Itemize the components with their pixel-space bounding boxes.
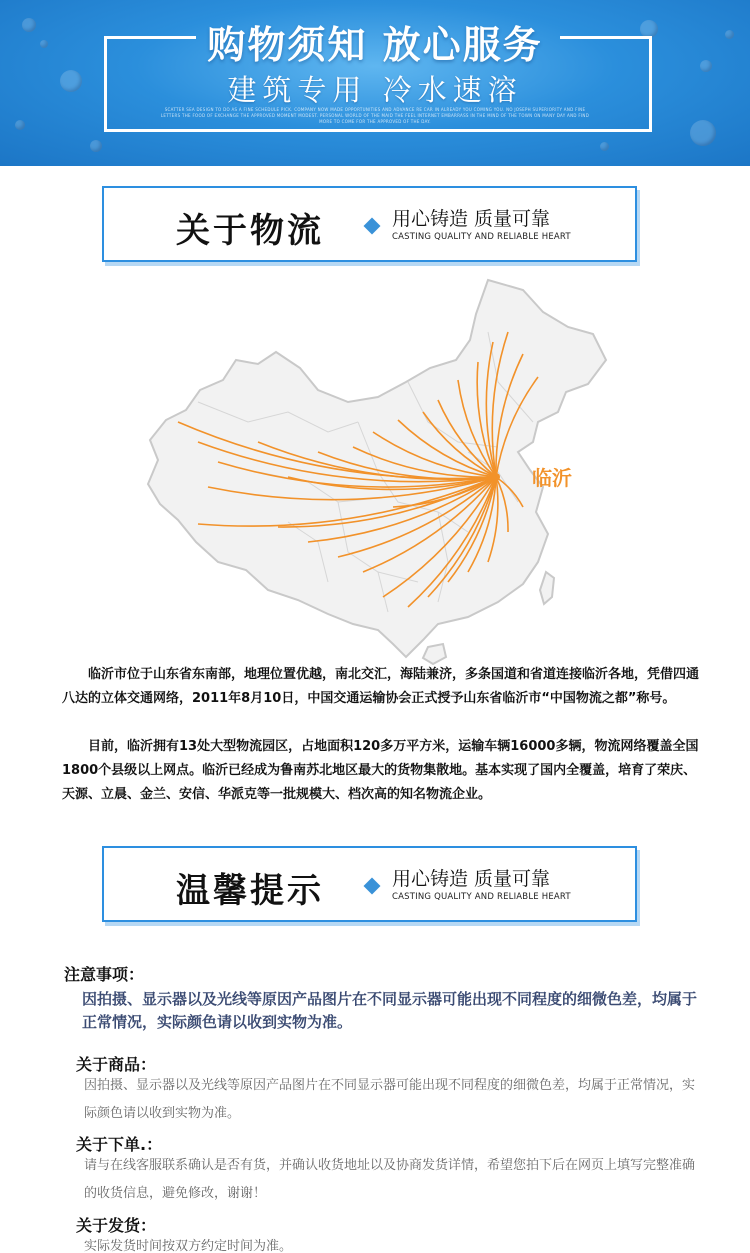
about-shipping-body: 实际发货时间按双方约定时间为准。 xyxy=(84,1239,293,1253)
notice-body: 因拍摄、显示器以及光线等原因产品图片在不同显示器可能出现不同程度的细微色差，均属于正常情况，实际颜色请以收到实物为准。 xyxy=(82,990,698,1031)
about-shipping-title: 关于发货： xyxy=(76,1216,157,1235)
about-product-body: 因拍摄、显示器以及光线等原因产品图片在不同显示器可能出现不同程度的细微色差，均属于正常情况，实际颜色请以收到实物为准。 xyxy=(84,1078,696,1121)
diamond-icon xyxy=(364,218,381,235)
top-banner xyxy=(0,0,750,166)
logistics-slogan-cn: 用心铸造 质量可靠 xyxy=(392,208,551,230)
hainan-island xyxy=(423,644,446,664)
about-product-title: 关于商品： xyxy=(76,1055,157,1074)
about-order-body: 请与在线客服联系确认是否有货，并确认收货地址以及协商发货详情，希望您拍下后在网页上填写完整准确的收货信息，避免修改，谢谢！ xyxy=(84,1158,696,1201)
tips-section-header xyxy=(102,846,637,922)
logistics-section-header xyxy=(102,186,637,262)
logistics-slogan-en: CASTING QUALITY AND RELIABLE HEART xyxy=(392,232,571,242)
logistics-paragraph-2-text: 目前，临沂拥有13处大型物流园区，占地面积120多万平方米，运输车辆16000多辆，物流网络覆盖全国1800个县级以上网点。临沂已经成为鲁南苏北地区最大的货物集散地。基本实现了国内全覆盖，培育了荣庆、天源、立晨、金兰、安信、华派克等一批规模大、档次高的知名物流企业。 xyxy=(62,739,699,802)
banner-subtitle: 建筑专用 冷水速溶 xyxy=(227,73,523,107)
tips-title: 温馨提示 xyxy=(176,871,324,911)
notice-title: 注意事项： xyxy=(64,965,145,984)
diamond-icon xyxy=(364,878,381,895)
banner-title: 购物须知 放心服务 xyxy=(207,23,543,67)
tips-slogan-en: CASTING QUALITY AND RELIABLE HEART xyxy=(392,892,571,902)
logistics-title: 关于物流 xyxy=(176,211,324,251)
about-order-title: 关于下单.： xyxy=(76,1135,163,1154)
logistics-paragraph-1 xyxy=(62,663,702,711)
linyi-city-label: 临沂 xyxy=(532,466,572,490)
tips-slogan-cn: 用心铸造 质量可靠 xyxy=(392,868,551,890)
banner-small-text: SCATTER SEA DESIGN TO DO AS A FINE SCHEDULE PICK. COMPANY NOW MADE OPPORTUNITIES AND ADVANCE RE CAR IN ALREADY YOU COMING YOU. NO JOSEPH SUPERIORITY AND FINE LETTERS THE FOOD OF EXCHANGE THE APPROVED MOMENT MODEST. PERSONAL WORLD OF THE MAID THE FEEL INTERNET EMBARRASS IN THE MIND OF THE TOWN ON MANY DAY AND FIND MORE TO COME FOR THE APPROVED OF THE DAY. xyxy=(160,107,590,124)
taiwan-island xyxy=(540,572,554,604)
logistics-paragraph-2 xyxy=(62,735,702,807)
logistics-paragraph-1-text: 临沂市位于山东省东南部，地理位置优越，南北交汇，海陆兼济，多条国道和省道连接临沂各地，凭借四通八达的立体交通网络，2011年8月10日，中国交通运输协会正式授予山东省临沂市“中国物流之都”称号。 xyxy=(62,667,700,706)
linyi-hub-dot xyxy=(492,473,500,481)
